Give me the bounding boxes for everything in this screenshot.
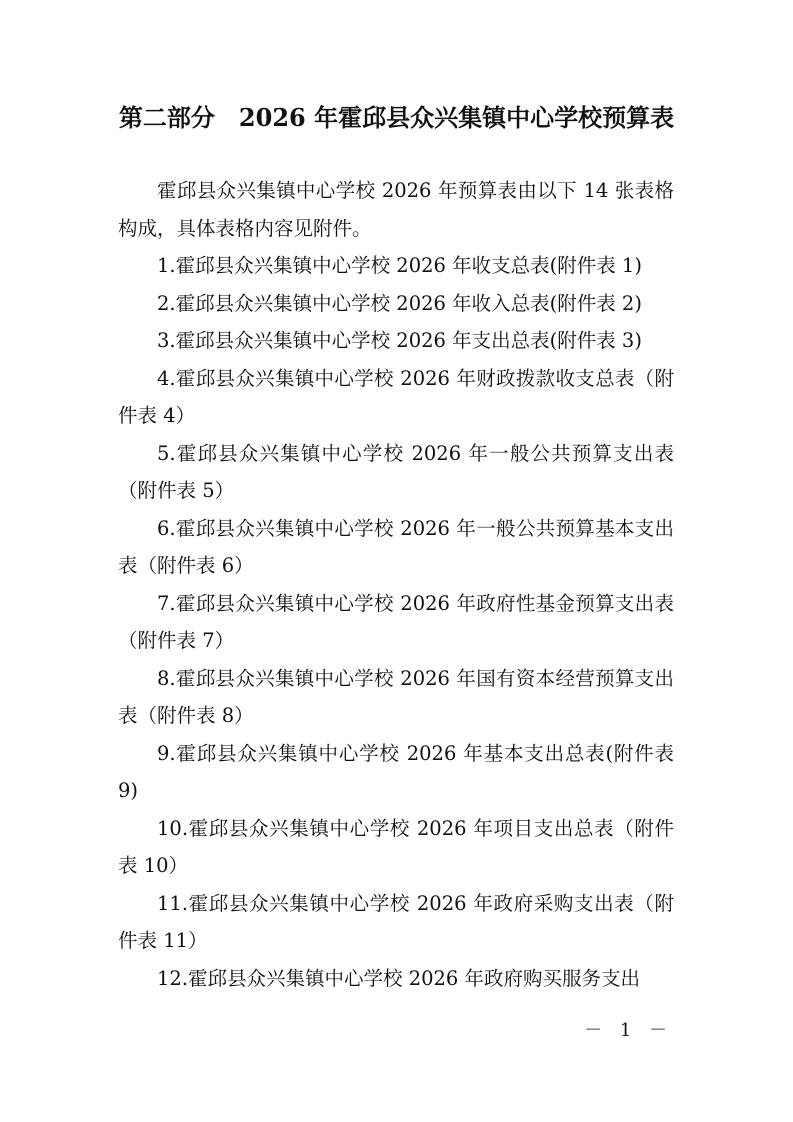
list-item: 1.霍邱县众兴集镇中心学校 2026 年收支总表(附件表 1)	[157, 254, 642, 277]
page-title: 第二部分 2026 年霍邱县众兴集镇中心学校预算表	[118, 103, 675, 132]
list-item: 4.霍邱县众兴集镇中心学校 2026 年财政拨款收支总表（附件表 4）	[118, 366, 674, 427]
intro-paragraph: 霍邱县众兴集镇中心学校 2026 年预算表由以下 14 张表格构成，具体表格内容见附件。	[118, 179, 674, 240]
list-item: 8.霍邱县众兴集镇中心学校 2026 年国有资本经营预算支出表（附件表 8）	[118, 666, 674, 727]
list-item: 7.霍邱县众兴集镇中心学校 2026 年政府性基金预算支出表（附件表 7）	[118, 591, 674, 652]
document-body	[118, 172, 674, 997]
list-item: 6.霍邱县众兴集镇中心学校 2026 年一般公共预算基本支出表（附件表 6）	[118, 516, 674, 577]
list-item: 11.霍邱县众兴集镇中心学校 2026 年政府采购支出表（附件表 11）	[118, 891, 674, 952]
list-item: 5.霍邱县众兴集镇中心学校 2026 年一般公共预算支出表（附件表 5）	[118, 441, 674, 502]
list-item: 2.霍邱县众兴集镇中心学校 2026 年收入总表(附件表 2)	[157, 291, 642, 315]
list-item: 10.霍邱县众兴集镇中心学校 2026 年项目支出总表（附件表 10）	[118, 816, 674, 877]
list-item: 3.霍邱县众兴集镇中心学校 2026 年支出总表(附件表 3)	[157, 329, 642, 352]
list-item: 12.霍邱县众兴集镇中心学校 2026 年政府购买服务支出	[157, 966, 641, 990]
list-item: 9.霍邱县众兴集镇中心学校 2026 年基本支出总表(附件表 9)	[118, 741, 674, 802]
page-number: － 1 －	[584, 1020, 673, 1041]
